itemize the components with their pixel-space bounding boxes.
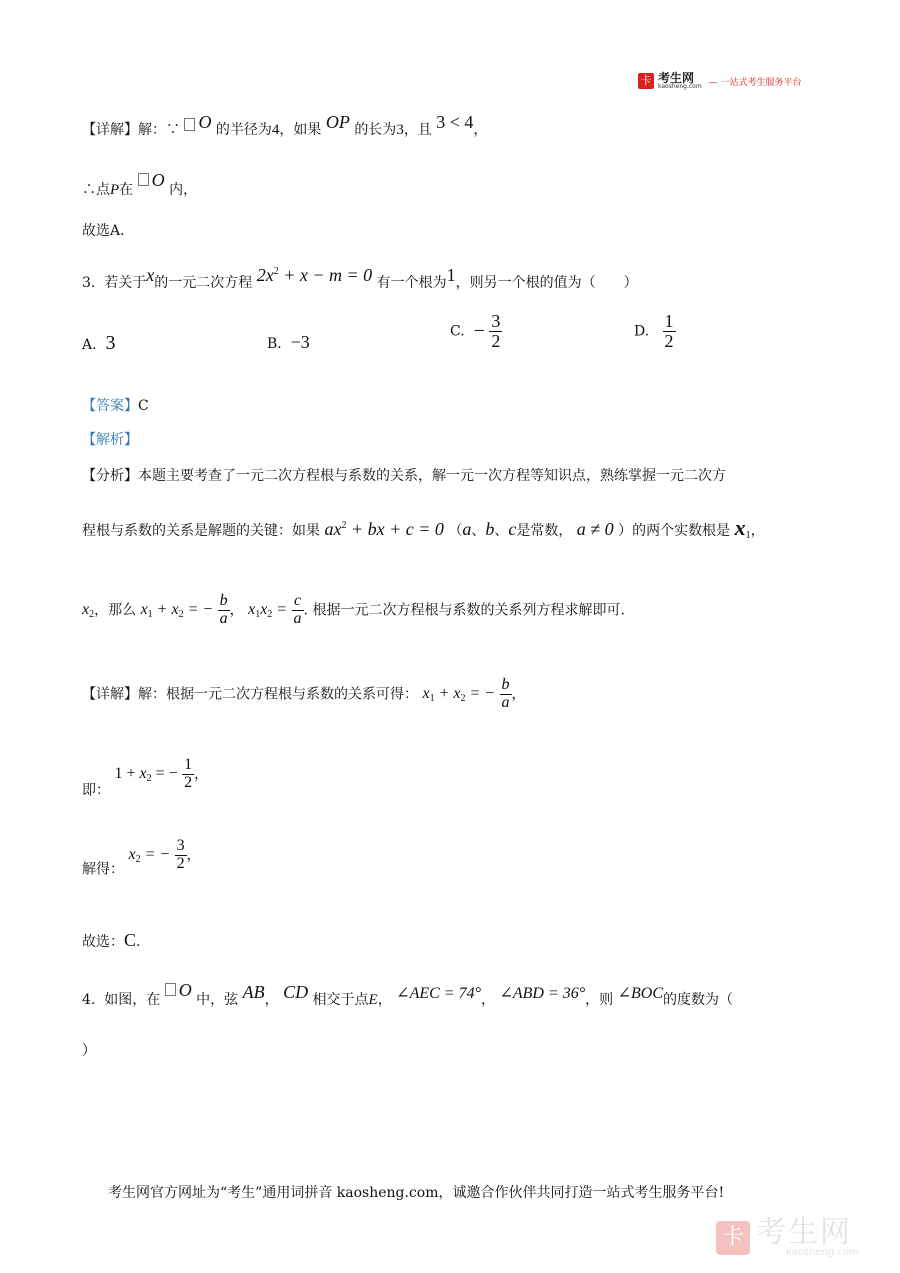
q3-line2-neq: a ≠ 0 [576,519,614,539]
q4-ab: AB [242,982,265,1002]
circle-symbol-icon [165,983,176,996]
q3-line2-c-var: c [508,519,517,539]
q3-x1-var: x [734,515,746,540]
q2-conclusion [82,220,125,240]
q3-ji-comma: ， [194,766,209,783]
q3-gx-line [82,930,140,951]
option-d-fraction [663,312,676,351]
q2-because: ∵ [166,122,180,138]
q2-in: 在 [119,182,134,198]
q3-option-c[interactable] [450,312,502,351]
q3-c-num: c [293,592,302,609]
q2-answer: A. [110,223,125,239]
q2-length-text: 的长为 [354,122,397,138]
footer-watermark [716,1215,859,1258]
q2-detail-line1 [82,112,487,139]
q3-ji-eq-minus: = − [155,765,178,783]
q3-gx-ans: C [124,930,137,950]
q3-then: ，那么 [94,602,137,619]
q3-line2-sep2: 、 [494,523,509,539]
q4-comma-1: ， [264,992,279,1008]
q2-p: P [110,182,120,198]
q3-sum: $x_1 + x_2$ = − [140,601,214,621]
q3-b-over-a [218,593,230,628]
q4-close-paren: ） [82,1043,96,1059]
q3-fenxi-line1 [82,465,726,485]
option-c-num: 3 [491,311,501,331]
q4-angle-boc: ∠BOC [617,985,664,1002]
header-slogan-text: 一站式考生服务平台 [720,77,802,88]
q3-x1: $x_1$ [734,515,751,541]
q3-line2-paren: （ [448,523,463,539]
q4-number: 4. [82,992,96,1008]
q3-c-over-a [292,593,304,628]
q2-therefore: ∴点 [82,182,110,198]
q3-detail-a: a [501,693,510,711]
q4-fig-text: 如图，在 [104,992,161,1008]
q3-line2-a: 程根与系数的关系是解题的关键：如果 [82,523,320,539]
q3-one-plus: 1 + [114,765,136,783]
q2-three: 3 [396,122,404,138]
watermark-name: 考生网 [756,1215,852,1250]
option-c-label: C. [450,323,465,340]
q4-angle-abd: ∠ABD = 36° [499,985,586,1002]
q3-option-d[interactable] [634,312,676,351]
option-c-fraction [489,312,502,351]
option-c-den: 2 [491,330,501,351]
q3-line3-comma: ， [229,602,244,619]
q3-detail-sum: $x_1 + x_2$ = − [422,685,496,705]
q2-four: 4 [271,122,280,138]
option-b-label: B. [267,336,282,352]
q3-option-b[interactable] [267,332,310,353]
q3-line2-b-var: b [485,519,495,539]
header-slogan: — 一站式考生服务平台 [708,77,802,88]
footer-text: 考生网官方网址为“考生”通用词拼音 kaosheng.com，诚邀合作伙伴共同打造一站式考生服务平台! [108,1185,725,1201]
logo-icon: 卡 [638,73,654,89]
q3-line2-eq: $ax^2$ + bx + c = 0 [324,519,444,539]
option-a-label: A. [82,337,97,353]
q2-radius-text: 的半径为 [215,122,272,138]
q3-line2-const: 是常数， [516,523,573,539]
q2-if-text: ，如果 [279,122,322,138]
q3-product: $x_1x_2$ = [248,601,288,621]
q4-cross-text: 相交于点 [312,992,369,1008]
q3-detail-frac [500,677,512,712]
q3-line2-comma: ， [750,523,765,539]
q3-line2-sep1: 、 [471,523,486,539]
q3-gx-dot: . [136,934,141,950]
q3-if-about: 若关于 [104,275,147,291]
q3-line3-rest: . 根据一元二次方程根与系数的关系列方程求解即可. [303,602,625,619]
q2-inequality: 3 < 4 [436,112,474,132]
q3-ji-eq: $1 + x_2$ = − [114,765,178,785]
q3-a-den-2: a [293,609,302,627]
q4-comma-2: ， [377,992,392,1008]
q3-half-den: 2 [184,773,193,791]
q3-jiede-frac [175,838,187,873]
header-logo[interactable] [638,72,802,90]
q3-jiede-line [82,838,201,878]
q2-inside: 内， [169,182,198,198]
option-b-value: −3 [290,332,310,352]
q3-fenxi-line3 [82,593,625,628]
logo-domain: kaosheng.com [658,83,702,90]
q3-a-den: a [219,609,228,627]
q2-op: OP [325,112,350,132]
q3-number: 3. [82,275,96,291]
q4-e: E [368,992,378,1008]
q3-equation: $2x^2 + x - m = 0$ [256,265,373,285]
watermark-domain: kaosheng.com [786,1247,859,1258]
q3-fenxi-text: 本题主要考查了一元二次方程根与系数的关系，解一元一次方程等知识点，熟练掌握一元二次方 [138,468,726,484]
q3-detail-comma: ， [511,686,526,703]
q3-ji-frac [182,757,194,792]
q3-detail-eq: = − [469,685,496,703]
q2-solve: 解： [138,122,166,138]
q3-root-text: 有一个根为 [376,275,447,291]
option-d-den: 2 [664,330,674,351]
q3-jiede-eq-minus: = − [144,846,171,864]
q3-line2-eq-a: ax [324,519,342,539]
q3-b-num: b [219,592,228,609]
option-d-label: D. [634,323,650,340]
q3-detail-b: b [501,676,510,693]
q3-jiede-comma: ， [186,847,201,864]
q3-line2-eq-b: + bx + c = 0 [350,519,444,539]
q2-conclusion-text: 故选 [82,223,110,239]
q3-jiede: 解得： [82,861,124,878]
q4-comma-3: ， [481,992,495,1008]
q3-fenxi-line2 [82,515,765,541]
q3-half-num: 1 [184,756,193,773]
q4-stem [82,980,733,1009]
q3-jiede-eq: $x_2$ = − [128,846,171,866]
q3-x2: $x_2$ [82,601,95,621]
q4-o: O [178,980,192,1000]
q3-detail-text: 解：根据一元二次方程根与系数的关系可得： [138,686,418,703]
q3-ji-line [82,757,208,799]
q2-and-text: ，且 [403,122,432,138]
q3-stem [82,265,638,292]
q4-chord-text: 中，弦 [196,992,239,1008]
q3-ji: 即： [82,782,110,799]
q3-x: x [146,265,155,285]
q2-circle-o-2: O [151,170,165,190]
q3-answer-label: 【答案】 [82,398,138,414]
q3-three-num: 3 [176,837,185,854]
q4-angle-aec: ∠AEC = 74° [396,985,481,1002]
q2-detail-line2 [82,170,197,199]
q3-gx: 故选： [82,934,124,950]
option-d-num: 1 [664,311,674,331]
option-a-value: 3 [105,332,116,354]
q3-answer: C [138,398,149,414]
q3-sum-eq: = − [187,601,214,619]
q3-line2-close: ）的两个实数根是 [618,523,731,539]
circle-symbol-icon [138,173,149,186]
q2-detail-label: 【详解】 [82,122,138,138]
q2-comma: ， [473,122,488,138]
q3-one: 1 [446,265,456,285]
q3-detail-line [82,677,526,712]
q3-analysis-label: 【解析】 [82,432,138,448]
q3-fenxi-label: 【分析】 [82,468,138,484]
q3-product-eq: = [276,601,288,619]
logo-name: 考生网 [658,71,695,85]
circle-symbol-icon [184,118,195,131]
q3-answer-line [82,395,149,415]
q4-degree-text: 的度数为（ [663,992,734,1008]
q4-then-text: ，则 [585,992,614,1008]
option-c-sign: − [473,319,485,342]
q3-three-den: 2 [176,854,185,872]
q2-circle-o: O [198,112,212,132]
q3-eq-coef: 2 [256,265,266,285]
q3-rest-text: ，则另一个根的值为（ ） [455,275,638,291]
q3-detail-plus: + [438,685,450,703]
q3-sum-plus: + [156,601,168,619]
q3-option-a[interactable] [82,332,115,355]
watermark-logo-icon: 卡 [716,1221,750,1255]
q3-eq-text: 的一元二次方程 [154,275,253,291]
q3-x2-var: x [82,601,90,619]
q3-eq-rest: + x − m = 0 [283,265,373,285]
q3-line2-a-var: a [462,519,472,539]
q4-cd: CD [283,982,309,1002]
q3-detail-label: 【详解】 [82,686,138,703]
